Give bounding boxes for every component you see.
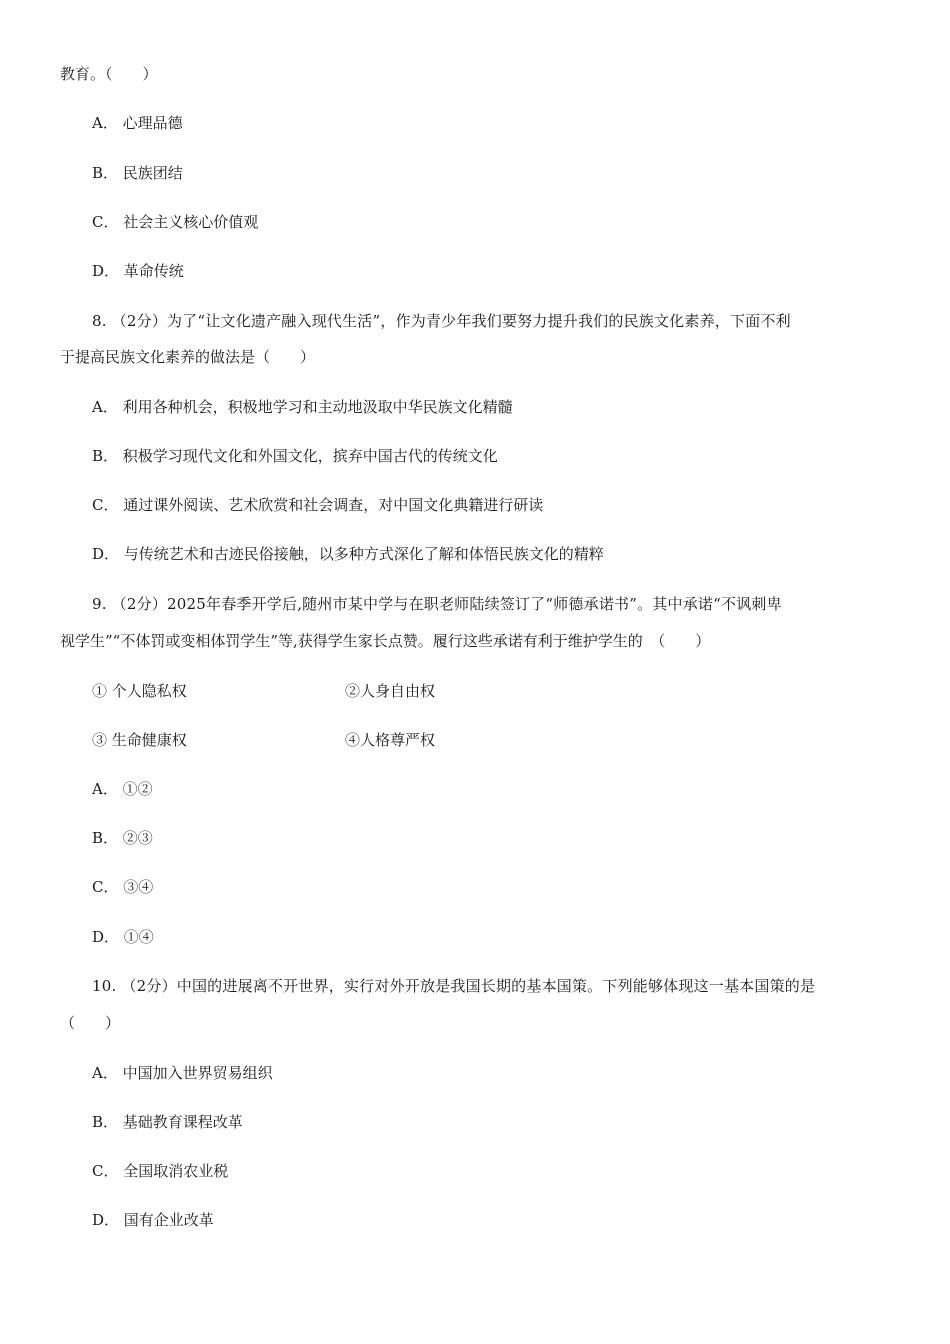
q7-option-b[interactable]: B． 民族团结 [92,164,183,182]
q8-option-b[interactable]: B． 积极学习现代文化和外国文化，摈弃中国古代的传统文化 [92,447,498,465]
q8-option-c[interactable]: C． 通过课外阅读、艺术欣赏和社会调查，对中国文化典籍进行研读 [92,496,544,514]
q9-option-b[interactable]: B． ②③ [92,829,153,847]
q9-item-4: ④人格尊严权 [345,731,436,749]
q9-item-2: ②人身自由权 [345,682,436,700]
q8-stem-line1: 8. （2分）为了“让文化遗产融入现代生活”，作为青少年我们要努力提升我们的民族文化素养，下面不利 [92,312,791,330]
q10-stem-line1: 10. （2分）中国的进展离不开世界，实行对外开放是我国长期的基本国策。下列能够体现这一基本国策的是 [92,977,816,995]
q7-option-a[interactable]: A． 心理品德 [92,114,183,132]
q7-option-c[interactable]: C． 社会主义核心价值观 [92,213,259,231]
q10-option-d[interactable]: D． 国有企业改革 [92,1211,214,1229]
q8-stem-line2: 于提高民族文化素养的做法是（ ） [60,348,316,366]
q10-stem-line2: （ ） [60,1014,121,1032]
q9-stem-line1: 9. （2分）2025年春季开学后,随州市某中学与在职老师陆续签订了“师德承诺书”。其中承诺“不讽刺卑 [92,595,782,613]
q10-option-b[interactable]: B． 基础教育课程改革 [92,1113,243,1131]
q9-item-1: ① 个人隐私权 [92,682,187,700]
q10-option-a[interactable]: A． 中国加入世界贸易组织 [92,1064,273,1082]
q7-option-d[interactable]: D． 革命传统 [92,262,184,280]
q9-stem-line2: 视学生”“不体罚或变相体罚学生”等,获得学生家长点赞。履行这些承诺有利于维护学生的 （ ） [60,632,711,650]
q7-stem-tail: 教育。（ ） [60,65,158,83]
q8-option-a[interactable]: A． 利用各种机会，积极地学习和主动地汲取中华民族文化精髓 [92,398,513,416]
q9-option-c[interactable]: C． ③④ [92,878,154,896]
q8-option-d[interactable]: D． 与传统艺术和古迹民俗接触，以多种方式深化了解和体悟民族文化的精粹 [92,545,604,563]
q9-option-a[interactable]: A． ①② [92,780,153,798]
q10-option-c[interactable]: C． 全国取消农业税 [92,1162,229,1180]
q9-option-d[interactable]: D． ①④ [92,928,154,946]
q9-item-3: ③ 生命健康权 [92,731,187,749]
